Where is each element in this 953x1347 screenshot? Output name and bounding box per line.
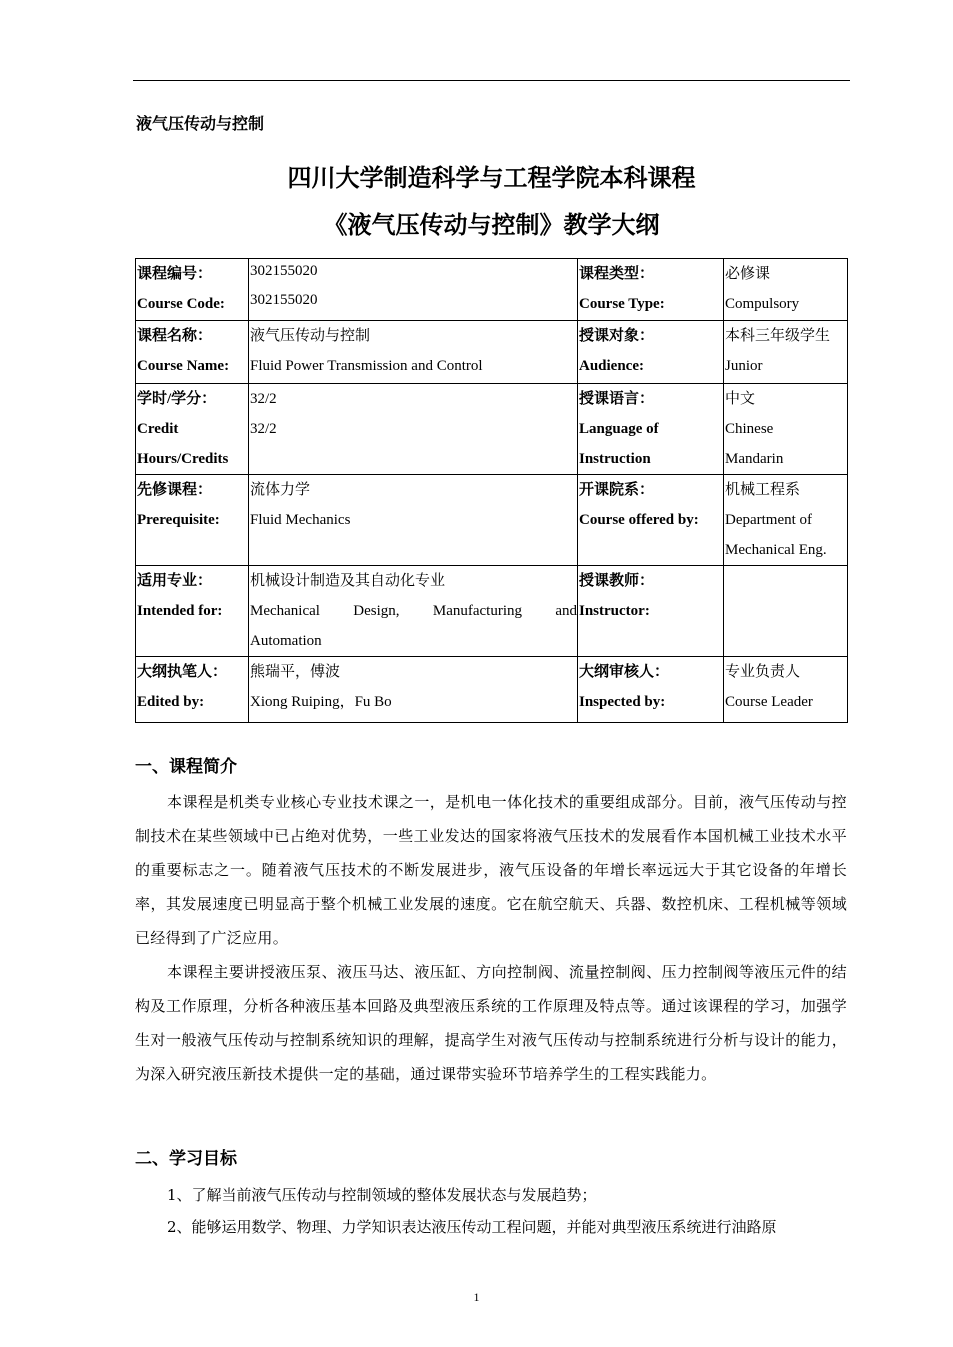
language-label: 授课语言： Language of Instruction bbox=[578, 384, 724, 475]
table-row bbox=[136, 475, 848, 566]
course-code-value: 302155020 302155020 bbox=[249, 259, 578, 321]
course-type-value: 必修课 Compulsory bbox=[724, 259, 848, 321]
intended-major-label: 适用专业： Intended for: bbox=[136, 566, 249, 657]
table-row bbox=[136, 384, 848, 475]
table-row bbox=[136, 259, 848, 321]
course-code-label: 课程编号： Course Code: bbox=[136, 259, 249, 321]
header-rule bbox=[133, 80, 850, 81]
course-introduction-section bbox=[135, 755, 847, 1091]
course-name-label: 课程名称： Course Name: bbox=[136, 321, 249, 384]
section-heading-introduction: 一、课程简介 bbox=[135, 757, 237, 777]
page-number: 1 bbox=[473, 1290, 480, 1304]
learning-objectives-section bbox=[135, 1147, 847, 1243]
table-row bbox=[136, 321, 848, 384]
table-row bbox=[136, 566, 848, 657]
introduction-paragraph-2: 本课程主要讲授液压泵、液压马达、液压缸、方向控制阀、流量控制阀、压力控制阀等液压元件的结构及工作原理，分析各种液压基本回路及典型液压系统的工作原理及特点等。通过该课程的学习，加强学生对一般液气压传动与控制系统知识的理解，提高学生对液气压传动与控制系统进行分析与设计的能力，为深入研究液压新技术提供一定的基础，通过课带实验环节培养学生的工程实践能力。 bbox=[135, 963, 847, 1083]
department-label: 开课院系： Course offered by: bbox=[578, 475, 724, 566]
course-name-value: 液气压传动与控制 Fluid Power Transmission and Control bbox=[249, 321, 578, 384]
table-row bbox=[136, 657, 848, 723]
instructor-value bbox=[724, 566, 848, 657]
instructor-label: 授课教师： Instructor: bbox=[578, 566, 724, 657]
inspector-value: 专业负责人 Course Leader bbox=[724, 657, 848, 723]
audience-label: 授课对象： Audience: bbox=[578, 321, 724, 384]
document-subtitle: 《液气压传动与控制》教学大纲 bbox=[323, 211, 660, 239]
course-info-table bbox=[135, 258, 848, 723]
department-value: 机械工程系 Department of Mechanical Eng. bbox=[724, 475, 848, 566]
document-title: 四川大学制造科学与工程学院本科课程 bbox=[287, 164, 696, 192]
objective-item-2: 2、能够运用数学、物理、力学知识表达液压传动工程问题，并能对典型液压系统进行油路原 bbox=[167, 1218, 777, 1236]
intended-major-value: 机械设计制造及其自动化专业 Mechanical Design, Manufacturing and Automation bbox=[249, 566, 578, 657]
introduction-paragraph-1: 本课程是机类专业核心专业技术课之一，是机电一体化技术的重要组成部分。目前，液气压传动与控制技术在某些领域中已占绝对优势，一些工业发达的国家将液气压技术的发展看作本国机械工业技术水平的重要标志之一。随着液气压技术的不断发展进步，液气压设备的年增长率远远大于其它设备的年增长率，其发展速度已明显高于整个机械工业发展的速度。它在航空航天、兵器、数控机床、工程机械等领域已经得到了广泛应用。 bbox=[135, 793, 847, 947]
prerequisite-value: 流体力学 Fluid Mechanics bbox=[249, 475, 578, 566]
language-value: 中文 Chinese Mandarin bbox=[724, 384, 848, 475]
editor-label: 大纲执笔人： Edited by: bbox=[136, 657, 249, 723]
credit-label: 学时/学分： Credit Hours/Credits bbox=[136, 384, 249, 475]
prerequisite-label: 先修课程： Prerequisite: bbox=[136, 475, 249, 566]
editor-value: 熊瑞平，傅波 Xiong Ruiping，Fu Bo bbox=[249, 657, 578, 723]
course-type-label: 课程类型： Course Type: bbox=[578, 259, 724, 321]
inspector-label: 大纲审核人： Inspected by: bbox=[578, 657, 724, 723]
section-heading-objectives: 二、学习目标 bbox=[135, 1149, 237, 1169]
objective-item-1: 1、了解当前液气压传动与控制领域的整体发展状态与发展趋势； bbox=[167, 1186, 597, 1204]
running-head: 液气压传动与控制 bbox=[136, 114, 265, 133]
audience-value: 本科三年级学生 Junior bbox=[724, 321, 848, 384]
credit-value: 32/2 32/2 bbox=[249, 384, 578, 475]
